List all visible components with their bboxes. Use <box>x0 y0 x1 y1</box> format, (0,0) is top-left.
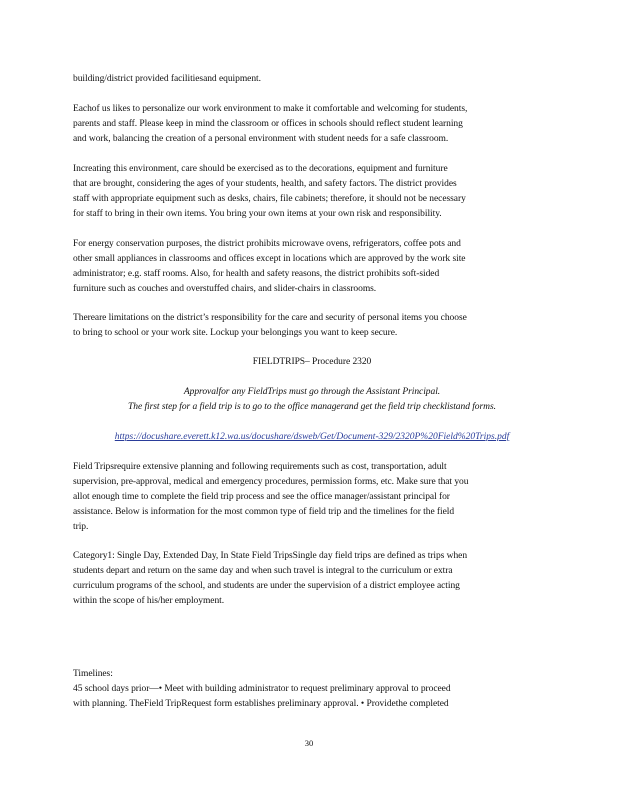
fieldtrips-heading: FIELDTRIPS– Procedure 2320 <box>252 357 372 367</box>
section-heading <box>73 355 551 370</box>
text-line: staff with appropriate equipment such as desks, chairs, file cabinets; therefore, it should not be necessary <box>73 194 466 204</box>
text-line: assistance. Below is information for the most common type of field trip and the timelines for the field <box>73 507 455 517</box>
procedure-link[interactable]: https://docushare.everett.k12.wa.us/docushare/dsweb/Get/Document-329/2320P%20Field%20Trips.pdf <box>114 432 510 442</box>
text-line: Thereare limitations on the district’s responsibility for the care and security of personal items you choose <box>73 313 467 323</box>
text-line: for staff to bring in their own items. You bring your own items at your own risk and responsibility. <box>73 209 442 219</box>
energy-paragraph <box>73 237 465 297</box>
timelines-paragraph <box>73 667 451 712</box>
text-line: Approvalfor any FieldTrips must go through the Assistant Principal. <box>183 387 441 397</box>
text-line: and work, balancing the creation of a personal environment with student needs for a safe classroom. <box>73 134 449 144</box>
text-line: The first step for a field trip is to go to the office managerand get the field trip checklistand forms. <box>128 402 496 412</box>
text-line: supervision, pre-approval, medical and emergency procedures, permission forms, etc. Make sure that you <box>73 477 469 487</box>
text-line: curriculum programs of the school, and students are under the supervision of a district employee acting <box>73 581 460 591</box>
intro-paragraph <box>73 72 261 87</box>
text-line: parents and staff. Please keep in mind the classroom or offices in schools should reflect student learning <box>73 119 463 129</box>
text-line: Category1: Single Day, Extended Day, In State Field TripsSingle day field trips are defined as trips when <box>73 551 468 561</box>
text-line: For energy conservation purposes, the district prohibits microwave ovens, refrigerators, coffee pots and <box>73 239 461 249</box>
procedure-link-wrap <box>65 430 559 445</box>
field-trips-paragraph <box>73 460 468 535</box>
text-line: trip. <box>73 522 89 532</box>
limitations-paragraph <box>73 311 467 341</box>
category-paragraph <box>73 549 467 609</box>
text-line: 45 school days prior—• Meet with building administrator to request preliminary approval to proceed <box>73 684 451 694</box>
text-line: Field Tripsrequire extensive planning and following requirements such as cost, transportation, adult <box>73 462 447 472</box>
text-line: allot enough time to complete the field trip process and see the office manager/assistant principal for <box>73 492 450 502</box>
page-number: 30 <box>304 738 314 748</box>
text-line: Increating this environment, care should be exercised as to the decorations, equipment and furniture <box>73 164 448 174</box>
text-line: furniture such as couches and overstuffed chairs, and slider-chairs in classrooms. <box>73 284 377 294</box>
personalize-paragraph <box>73 102 467 147</box>
text-line: building/district provided facilitiesand equipment. <box>73 74 261 84</box>
text-line: Timelines: <box>73 669 113 679</box>
text-line: students depart and return on the same day and when such travel is integral to the curriculum or extra <box>73 566 453 576</box>
text-line: Eachof us likes to personalize our work environment to make it comfortable and welcoming for students, <box>73 104 468 114</box>
text-line: administrator; e.g. staff rooms. Also, for health and safety reasons, the district prohibits soft-sided <box>73 269 440 279</box>
text-line: to bring to school or your work site. Lockup your belongings you want to keep secure. <box>73 328 398 338</box>
text-line: within the scope of his/her employment. <box>73 596 225 606</box>
approval-paragraph <box>73 385 551 415</box>
text-line: with planning. TheField TripRequest form establishes preliminary approval. • Providethe completed <box>73 699 449 709</box>
text-line: that are brought, considering the ages of your students, health, and safety factors. The district provides <box>73 179 457 189</box>
decorations-paragraph <box>73 162 466 222</box>
text-line: other small appliances in classrooms and offices except in locations which are approved by the work site <box>73 254 466 264</box>
